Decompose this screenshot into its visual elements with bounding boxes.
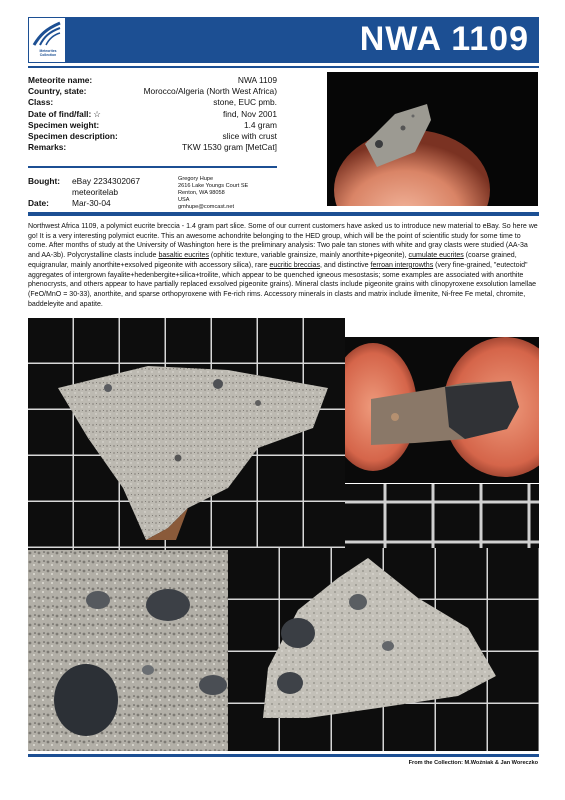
class-label: Class: <box>28 97 54 108</box>
logo-text: Meteorites Collection <box>39 49 57 57</box>
divider <box>28 212 539 216</box>
specimen-label: Specimen description: <box>28 131 118 142</box>
bought-value: eBay 2234302067 <box>72 176 140 186</box>
weight-value: 1.4 gram <box>243 119 277 130</box>
info-row-date <box>28 109 277 120</box>
divider <box>28 66 539 68</box>
info-row-remarks <box>28 142 277 153</box>
term-ferroan-intergrowths: ferroan intergrowths <box>370 261 434 269</box>
term-eucritic-breccias: eucritic breccias <box>269 261 321 269</box>
collection-logo <box>28 17 66 63</box>
country-value: Morocco/Algeria (North West Africa) <box>143 86 277 97</box>
header-bar <box>28 17 539 63</box>
info-row-weight <box>28 120 277 131</box>
specimen-value: slice with crust <box>222 131 277 142</box>
page-title: NWA 1109 <box>359 20 529 58</box>
description-part: (coarse grained, equigranular, mainly anorthite+exsolved pigeonite with accessory silica), rare <box>28 252 517 269</box>
purchase-date-value: Mar-30-04 <box>72 198 111 208</box>
address-line: Renton, WA 98058 <box>178 190 225 196</box>
info-row-name <box>28 75 277 86</box>
description-part: (very fine-grained, "eutectoid" aggregates of intergrown fayalite+hedenbergite+silica+troilite, which appear to be quenched igneous mesostasis; some examples are associated with anorthite phenocrysts, and others appear to have partially replaced exsolved pigeonite grains). Mineral clasts include pigeonite grains with clinopyroxene exsolution lamellae (FeO/MnO = 30-33), anorthite, and sparse orthopyroxene with Fe-rich rims. Accessory minerals in clasts and matrix include ilmenite, Ni-free Fe metal, chromite, baddeleyite and apatite. <box>28 261 537 308</box>
address-line: Gregory Hupe <box>178 176 214 182</box>
term-basaltic-eucrites: basaltic eucrites <box>158 252 209 260</box>
specimen-photo-grid-small <box>228 548 539 751</box>
term-cumulate-eucrites: cumulate eucrites <box>408 252 464 260</box>
remarks-label: Remarks: <box>28 142 67 153</box>
meteorite-logo-icon <box>32 21 62 47</box>
meteorite-info <box>28 75 277 153</box>
purchase-date-label: Date: <box>28 198 49 208</box>
address-line: gmhupe@comcast.net <box>178 204 235 210</box>
date-label: Date of find/fall: <box>28 108 92 119</box>
divider <box>28 754 539 757</box>
specimen-photo-grid-large <box>28 318 345 550</box>
specimen-photo-crust-fingers <box>345 337 539 483</box>
bought-seller: meteoritelab <box>72 187 119 197</box>
country-label: Country, state: <box>28 86 87 97</box>
collection-credit: From the Collection: M.Woźniak & Jan Woreczko <box>408 760 538 766</box>
specimen-closeup-photo <box>28 550 228 751</box>
specimen-photo-fingertip <box>327 72 538 206</box>
remarks-value: TKW 1530 gram [MetCat] <box>182 142 277 153</box>
address-line: USA <box>178 197 190 203</box>
description-part: Northwest Africa 1109, a polymict eucrite breccia - 1.4 gram part slice. Some of our current customers have asked us to introduce new material to eBay. So here we go! It is a very interesting polymict eucrite. This an awesome achondrite belonging to the HED group, which will be the point of scientific study for some time to come. After months of study at the University of Washington here is the preliminary analysis: Two pale tan stones with white and gray clasts were studied (AA-3a and AA-3b). Polycrystalline clasts include <box>28 223 538 260</box>
info-row-class <box>28 97 277 108</box>
seller-address <box>178 176 248 211</box>
description-text <box>28 222 539 309</box>
bought-label: Bought: <box>28 176 61 186</box>
grid-background-strip <box>345 484 539 548</box>
date-value: find, Nov 2001 <box>222 108 277 119</box>
divider <box>28 166 277 168</box>
name-label: Meteorite name: <box>28 75 93 85</box>
star-icon: ☆ <box>93 108 101 119</box>
weight-label: Specimen weight: <box>28 119 100 130</box>
info-row-country <box>28 86 277 97</box>
class-value: stone, EUC pmb. <box>213 97 277 108</box>
info-row-specimen <box>28 131 277 142</box>
name-value: NWA 1109 <box>237 75 277 85</box>
address-line: 2616 Lake Youngs Court SE <box>178 183 249 189</box>
description-part: (ophitic texture, variable grainsize, mainly anorthite+pigeonite), <box>208 252 409 260</box>
description-part: , and distinctive <box>320 261 371 269</box>
